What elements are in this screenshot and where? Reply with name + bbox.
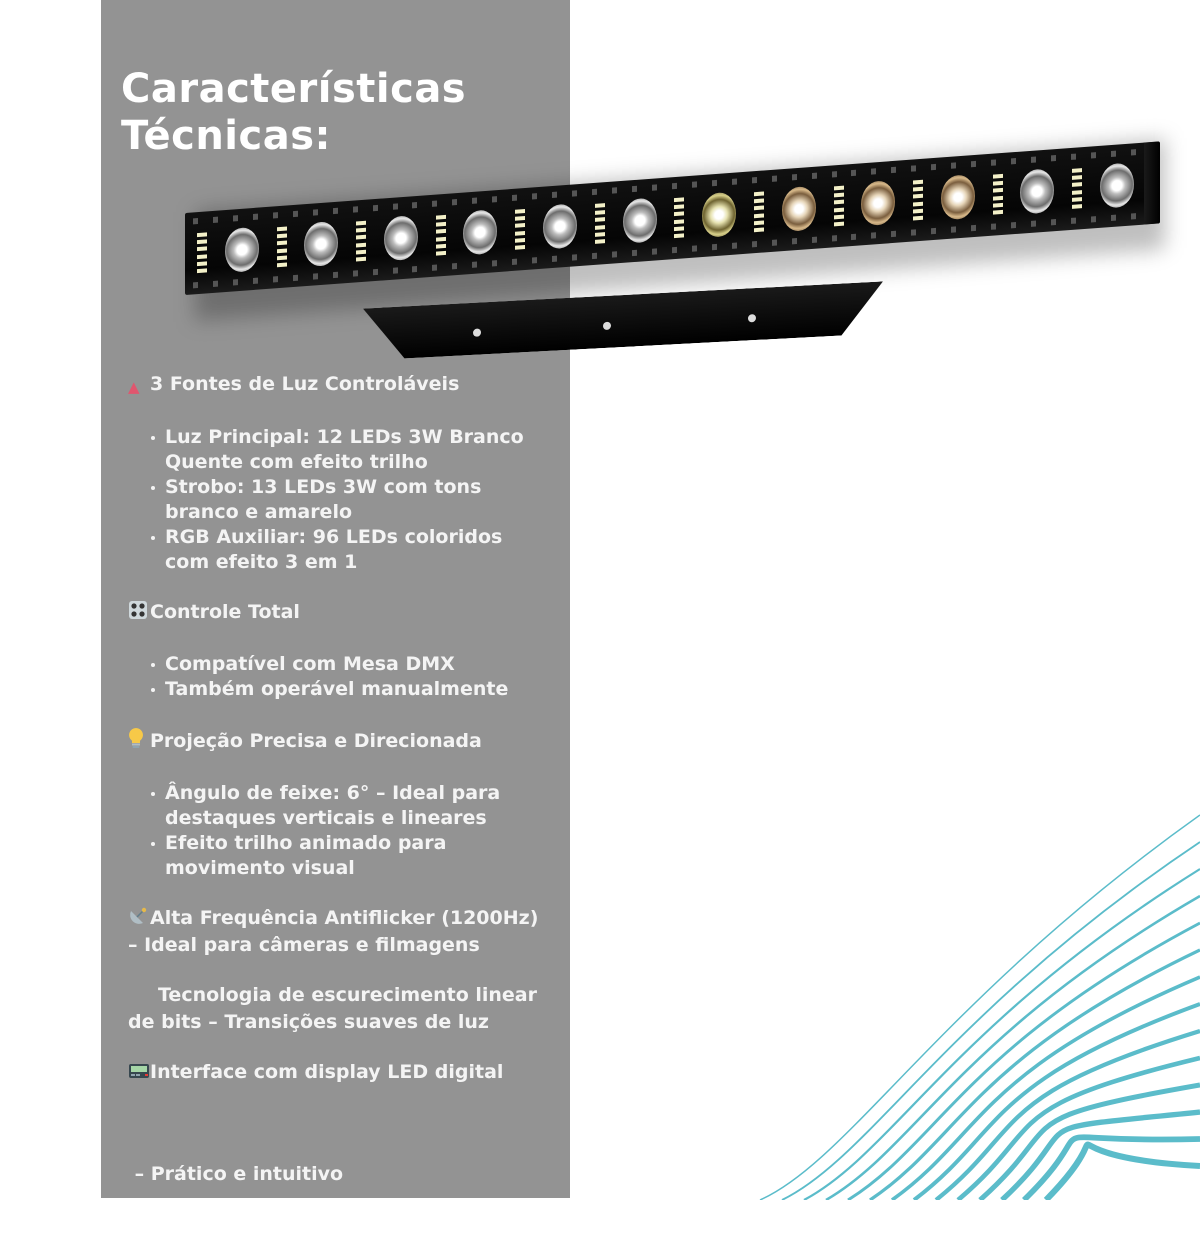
- rgb-led: [1131, 213, 1136, 219]
- main-led-lens: [543, 203, 577, 249]
- rgb-led: [672, 183, 677, 189]
- rgb-led: [432, 264, 437, 270]
- rgb-led: [991, 159, 996, 165]
- rgb-led: [891, 167, 896, 173]
- list-item: Também operável manualmente: [165, 677, 548, 702]
- rgb-led: [712, 244, 717, 250]
- rgb-led: [213, 281, 218, 287]
- rgb-led: [293, 275, 298, 281]
- section-heading: [128, 906, 548, 958]
- rgb-led: [293, 211, 298, 217]
- rgb-led: [552, 192, 557, 198]
- main-led-lens: [384, 215, 418, 261]
- rgb-led: [951, 162, 956, 168]
- rgb-led: [832, 171, 837, 177]
- strobe-led-column: [913, 180, 923, 221]
- rgb-led: [752, 177, 757, 183]
- rgb-led: [891, 231, 896, 237]
- strobe-led-column: [277, 227, 287, 268]
- rgb-led: [1071, 218, 1076, 224]
- list-item: Compatível com Mesa DMX: [165, 652, 548, 677]
- rgb-led: [871, 232, 876, 238]
- heading-text: 3 Fontes de Luz Controláveis: [150, 373, 460, 395]
- rgb-led: [712, 180, 717, 186]
- rgb-led: [1031, 157, 1036, 163]
- rgb-led: [772, 240, 777, 246]
- rgb-led: [592, 189, 597, 195]
- rgb-led: [692, 245, 697, 251]
- bracket-hole: [603, 322, 611, 330]
- main-led-lens: [304, 221, 338, 267]
- rgb-led: [512, 259, 517, 265]
- rgb-led: [991, 223, 996, 229]
- rgb-led: [452, 199, 457, 205]
- rgb-led: [492, 196, 497, 202]
- main-led-lens: [861, 180, 895, 226]
- rgb-led: [871, 168, 876, 174]
- title-line-2: Técnicas:: [121, 113, 332, 159]
- rgb-led: [572, 254, 577, 260]
- main-led-lens: [225, 227, 259, 273]
- strobe-led-column: [993, 174, 1003, 215]
- rgb-led: [193, 282, 198, 288]
- bar-end-cap: [1144, 141, 1160, 224]
- rgb-led: [1071, 154, 1076, 160]
- control-knobs-icon: [128, 600, 150, 627]
- bullet-list: [128, 652, 548, 702]
- list-item: Ângulo de feixe: 6° – Ideal para destaques verticais e lineares: [165, 781, 548, 831]
- specs-list: [128, 372, 548, 1237]
- main-led-lens: [1020, 168, 1054, 214]
- rgb-led: [393, 203, 398, 209]
- spacer: [128, 1087, 548, 1112]
- rgb-led: [851, 234, 856, 240]
- rgb-led: [812, 173, 817, 179]
- light-bulb-icon: [128, 727, 150, 756]
- list-item: RGB Auxiliar: 96 LEDs coloridos com efeito 3 em 1: [165, 525, 548, 575]
- strobe-led-column: [1072, 168, 1082, 209]
- rgb-led: [752, 241, 757, 247]
- bracket-hole: [748, 314, 756, 322]
- strobe-led-column: [197, 232, 207, 273]
- rgb-led: [333, 272, 338, 278]
- strobe-led-column: [515, 209, 525, 250]
- decorative-wave-lines: [740, 800, 1200, 1200]
- rgb-led: [1051, 155, 1056, 161]
- rgb-led: [233, 279, 238, 285]
- heading-text: Projeção Precisa e Direcionada: [150, 730, 482, 752]
- main-led-lens: [623, 197, 657, 243]
- rgb-led: [1111, 151, 1116, 157]
- rgb-led: [732, 178, 737, 184]
- rgb-led: [1091, 216, 1096, 222]
- rgb-led: [253, 278, 258, 284]
- rgb-led: [971, 161, 976, 167]
- section-dimming: [128, 983, 548, 1035]
- rgb-led: [353, 270, 358, 276]
- strobe-led-column: [674, 197, 684, 238]
- rgb-led: [373, 205, 378, 211]
- rgb-led: [911, 165, 916, 171]
- rgb-led: [1111, 215, 1116, 221]
- pager-display-icon: [128, 1062, 150, 1087]
- strobe-led-column: [754, 191, 764, 232]
- rgb-led: [652, 184, 657, 190]
- rgb-led: [432, 200, 437, 206]
- section-heading: [128, 983, 548, 1035]
- main-led-lens: [1100, 162, 1134, 208]
- rgb-led: [253, 214, 258, 220]
- rgb-led: [832, 235, 837, 241]
- rgb-led: [532, 193, 537, 199]
- red-triangle-icon: ▲: [128, 378, 140, 396]
- spacer: [128, 1035, 548, 1060]
- satellite-dish-icon: [128, 906, 150, 933]
- rgb-led: [492, 260, 497, 266]
- rgb-led: [193, 218, 198, 224]
- list-item: Strobo: 13 LEDs 3W com tons branco e amarelo: [165, 475, 548, 525]
- rgb-led: [772, 176, 777, 182]
- list-item: Luz Principal: 12 LEDs 3W Branco Quente com efeito trilho: [165, 425, 548, 475]
- rgb-led: [612, 251, 617, 257]
- rgb-led: [373, 269, 378, 275]
- heading-text: Interface com display LED digital: [150, 1061, 504, 1083]
- strobe-led-column: [595, 203, 605, 244]
- rgb-led: [632, 186, 637, 192]
- rgb-led: [612, 187, 617, 193]
- rgb-led: [812, 237, 817, 243]
- section-light-sources: [128, 372, 548, 575]
- heading-text: Tecnologia de escurecimento linear de bits – Transições suaves de luz: [128, 984, 537, 1033]
- rgb-led: [572, 190, 577, 196]
- section-heading: [128, 372, 548, 400]
- section-antiflicker: [128, 906, 548, 958]
- rgb-led: [313, 209, 318, 215]
- rgb-led: [851, 170, 856, 176]
- rgb-led: [692, 181, 697, 187]
- rgb-led: [1131, 149, 1136, 155]
- rgb-led: [472, 262, 477, 268]
- rgb-led: [931, 164, 936, 170]
- section-heading: [128, 600, 548, 627]
- rgb-led: [333, 208, 338, 214]
- rgb-led: [792, 174, 797, 180]
- rgb-led: [792, 238, 797, 244]
- crescent-moon-icon: [128, 983, 158, 1010]
- bullet-list: [128, 781, 548, 881]
- main-led-lens: [463, 209, 497, 255]
- rgb-led: [1011, 222, 1016, 228]
- section-control: [128, 600, 548, 702]
- rgb-led: [353, 206, 358, 212]
- rgb-led: [412, 202, 417, 208]
- rgb-led: [452, 263, 457, 269]
- page-title: [121, 66, 466, 160]
- heading-text: Alta Frequência Antiflicker (1200Hz) – Ideal para câmeras e filmagens: [128, 907, 539, 956]
- heading-text: – Prático e intuitivo: [128, 1163, 344, 1185]
- rgb-led: [1051, 219, 1056, 225]
- heading-text: Controle Total: [150, 601, 300, 623]
- rgb-led: [532, 257, 537, 263]
- main-led-lens: [702, 192, 736, 238]
- list-item: Efeito trilho animado para movimento visual: [165, 831, 548, 881]
- main-led-lens: [782, 186, 816, 232]
- rgb-led: [911, 229, 916, 235]
- rgb-led: [971, 225, 976, 231]
- spacer: [128, 958, 548, 983]
- section-heading: [128, 727, 548, 756]
- rgb-led: [931, 228, 936, 234]
- led-bar-product-image: [185, 155, 1175, 365]
- section-practical: [128, 1112, 548, 1237]
- title-line-1: Características: [121, 66, 467, 112]
- section-projection: [128, 727, 548, 881]
- strobe-led-column: [356, 221, 366, 262]
- main-led-lens: [941, 174, 975, 220]
- rgb-led: [732, 242, 737, 248]
- rgb-led: [233, 215, 238, 221]
- rgb-led: [313, 273, 318, 279]
- rgb-led: [393, 267, 398, 273]
- rgb-led: [1031, 221, 1036, 227]
- strobe-led-column: [436, 215, 446, 256]
- strobe-led-column: [834, 186, 844, 227]
- rgb-led: [273, 212, 278, 218]
- rgb-led: [672, 247, 677, 253]
- rgb-led: [273, 276, 278, 282]
- rgb-led: [1091, 152, 1096, 158]
- rgb-led: [632, 250, 637, 256]
- rgb-led: [1011, 158, 1016, 164]
- rgb-led: [951, 226, 956, 232]
- section-interface: [128, 1060, 548, 1087]
- rgb-led: [213, 217, 218, 223]
- rgb-led: [512, 195, 517, 201]
- rgb-led: [552, 256, 557, 262]
- bullet-list: [128, 425, 548, 575]
- bracket-hole: [473, 328, 481, 336]
- section-heading: [128, 1060, 548, 1087]
- rgb-led: [472, 198, 477, 204]
- rgb-led: [592, 253, 597, 259]
- rgb-led: [412, 266, 417, 272]
- rgb-led: [652, 248, 657, 254]
